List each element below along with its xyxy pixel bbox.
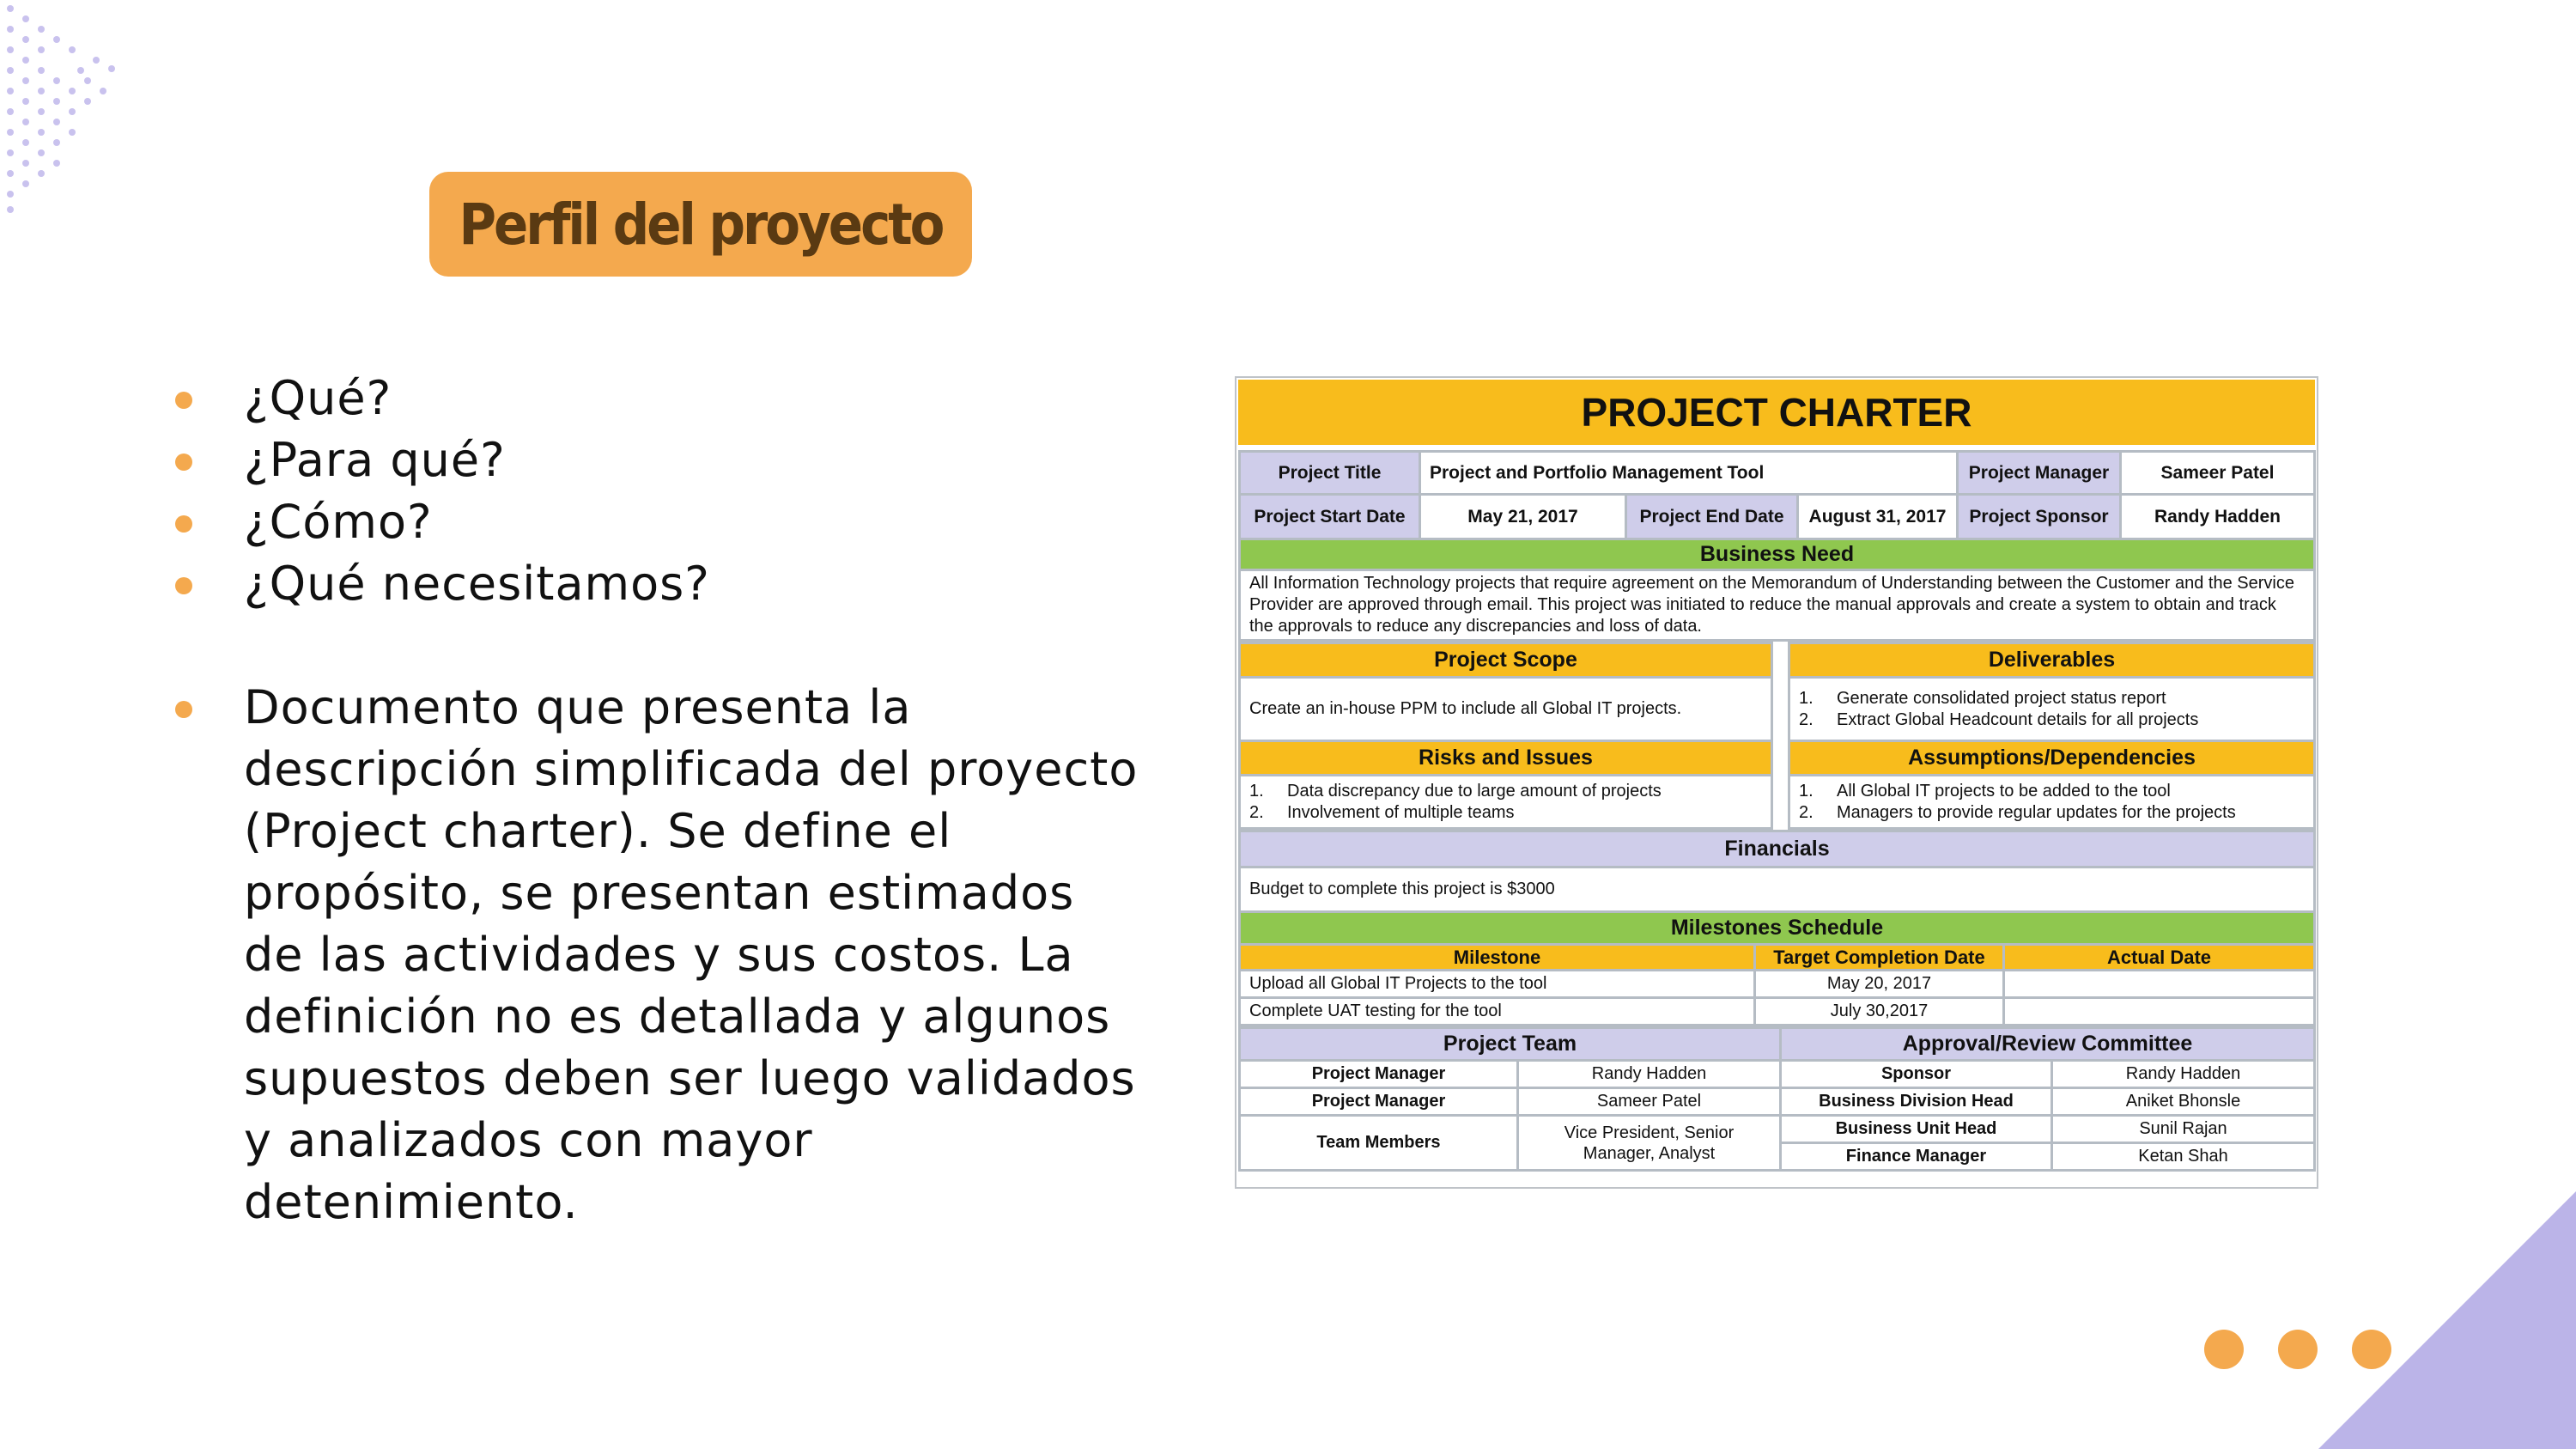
financials-header: Financials <box>1240 831 2315 868</box>
committee-role: Sponsor <box>1781 1061 2052 1088</box>
risk-item: Involvement of multiple teams <box>1287 802 1515 822</box>
milestone-name: Complete UAT testing for the tool <box>1240 998 1755 1026</box>
bullet-item: ¿Qué necesitamos? <box>168 553 1139 615</box>
sponsor-value: Randy Hadden <box>2121 495 2315 539</box>
committee-name: Sunil Rajan <box>2052 1116 2315 1143</box>
milestone-row <box>1240 998 2315 1026</box>
team-name: Randy Hadden <box>1518 1061 1781 1088</box>
start-date-label: Project Start Date <box>1240 495 1420 539</box>
assumptions-list: 1. All Global IT projects to be added to the tool 2. Managers to provide regular updates for the projects <box>1789 776 2315 829</box>
milestone-actual <box>2004 971 2315 998</box>
milestones-header: Milestones Schedule <box>1240 912 2315 945</box>
target-col-header: Target Completion Date <box>1755 945 2004 971</box>
charter-scope-table <box>1238 642 2316 830</box>
charter-financials-table <box>1238 830 2316 1026</box>
end-date-label: Project End Date <box>1626 495 1798 539</box>
milestone-actual <box>2004 998 2315 1026</box>
decorative-dot <box>2278 1330 2318 1369</box>
milestone-name: Upload all Global IT Projects to the tool <box>1240 971 1755 998</box>
deliverables-header: Deliverables <box>1789 643 2315 678</box>
team-header: Project Team <box>1240 1028 1781 1061</box>
slide-title: Perfil del proyecto <box>459 191 943 258</box>
committee-role: Business Division Head <box>1781 1088 2052 1116</box>
scope-text: Create an in-house PPM to include all Global IT projects. <box>1240 678 1772 741</box>
team-name: Sameer Patel <box>1518 1088 1781 1116</box>
bullet-item: ¿Qué? <box>168 368 1139 429</box>
milestone-row <box>1240 971 2315 998</box>
committee-name: Ketan Shah <box>2052 1143 2315 1171</box>
deliverable-item: Generate consolidated project status report <box>1837 688 2166 708</box>
project-manager-value: Sameer Patel <box>2121 452 2315 495</box>
risks-list: 1. Data discrepancy due to large amount of projects 2. Involvement of multiple teams <box>1240 776 1772 829</box>
end-date-value: August 31, 2017 <box>1798 495 1958 539</box>
actual-col-header: Actual Date <box>2004 945 2315 971</box>
bullet-list <box>168 368 1139 1233</box>
decorative-dot <box>2204 1330 2244 1369</box>
project-title-label: Project Title <box>1240 452 1420 495</box>
bullet-item: ¿Cómo? <box>168 491 1139 553</box>
team-role: Project Manager <box>1240 1061 1518 1088</box>
team-name: Vice President, Senior Manager, Analyst <box>1518 1116 1781 1171</box>
committee-header: Approval/Review Committee <box>1781 1028 2315 1061</box>
bullet-item: ¿Para qué? <box>168 429 1139 491</box>
milestone-target: July 30,2017 <box>1755 998 2004 1026</box>
decorative-dot <box>2352 1330 2391 1369</box>
committee-name: Randy Hadden <box>2052 1061 2315 1088</box>
deliverables-list: 1. Generate consolidated project status report 2. Extract Global Headcount details for all projects <box>1789 678 2315 741</box>
milestone-col-header: Milestone <box>1240 945 1755 971</box>
team-role: Team Members <box>1240 1116 1518 1171</box>
milestone-target: May 20, 2017 <box>1755 971 2004 998</box>
decorative-triangle <box>2318 1191 2576 1449</box>
charter-team-table <box>1238 1026 2316 1172</box>
project-manager-label: Project Manager <box>1958 452 2121 495</box>
business-need-header: Business Need <box>1240 539 2315 570</box>
assumptions-header: Assumptions/Dependencies <box>1789 741 2315 776</box>
charter-heading: PROJECT CHARTER <box>1238 380 2315 445</box>
scope-header: Project Scope <box>1240 643 1772 678</box>
team-role: Project Manager <box>1240 1088 1518 1116</box>
business-need-text: All Information Technology projects that require agreement on the Memorandum of Understanding between the Customer and the Service Provider are approved through email. This project was initiated to reduce the manual approvals and create a system to obtain and track the approvals to reduce any discrepancies and loss of data. <box>1240 570 2315 641</box>
risk-item: Data discrepancy due to large amount of projects <box>1287 781 1662 801</box>
project-charter-image <box>1235 376 2318 1189</box>
assumption-item: Managers to provide regular updates for the projects <box>1837 802 2236 822</box>
committee-name: Aniket Bhonsle <box>2052 1088 2315 1116</box>
decorative-dot-grid <box>0 0 129 215</box>
deliverable-item: Extract Global Headcount details for all projects <box>1837 709 2199 729</box>
bullet-description: Documento que presenta la descripción simplificada del proyecto (Project charter). Se define el propósito, se presentan estimados de las actividades y sus costos. La definición no es detallada y algunos supuestos deben ser luego validados y analizados con mayor detenimiento. <box>168 677 1139 1233</box>
committee-role: Business Unit Head <box>1781 1116 2052 1143</box>
charter-info-table <box>1238 450 2316 642</box>
slide-title-pill <box>429 172 972 277</box>
risks-header: Risks and Issues <box>1240 741 1772 776</box>
assumption-item: All Global IT projects to be added to the tool <box>1837 781 2171 801</box>
committee-role: Finance Manager <box>1781 1143 2052 1171</box>
sponsor-label: Project Sponsor <box>1958 495 2121 539</box>
project-title-value: Project and Portfolio Management Tool <box>1420 452 1958 495</box>
financials-text: Budget to complete this project is $3000 <box>1240 868 2315 912</box>
start-date-value: May 21, 2017 <box>1420 495 1626 539</box>
